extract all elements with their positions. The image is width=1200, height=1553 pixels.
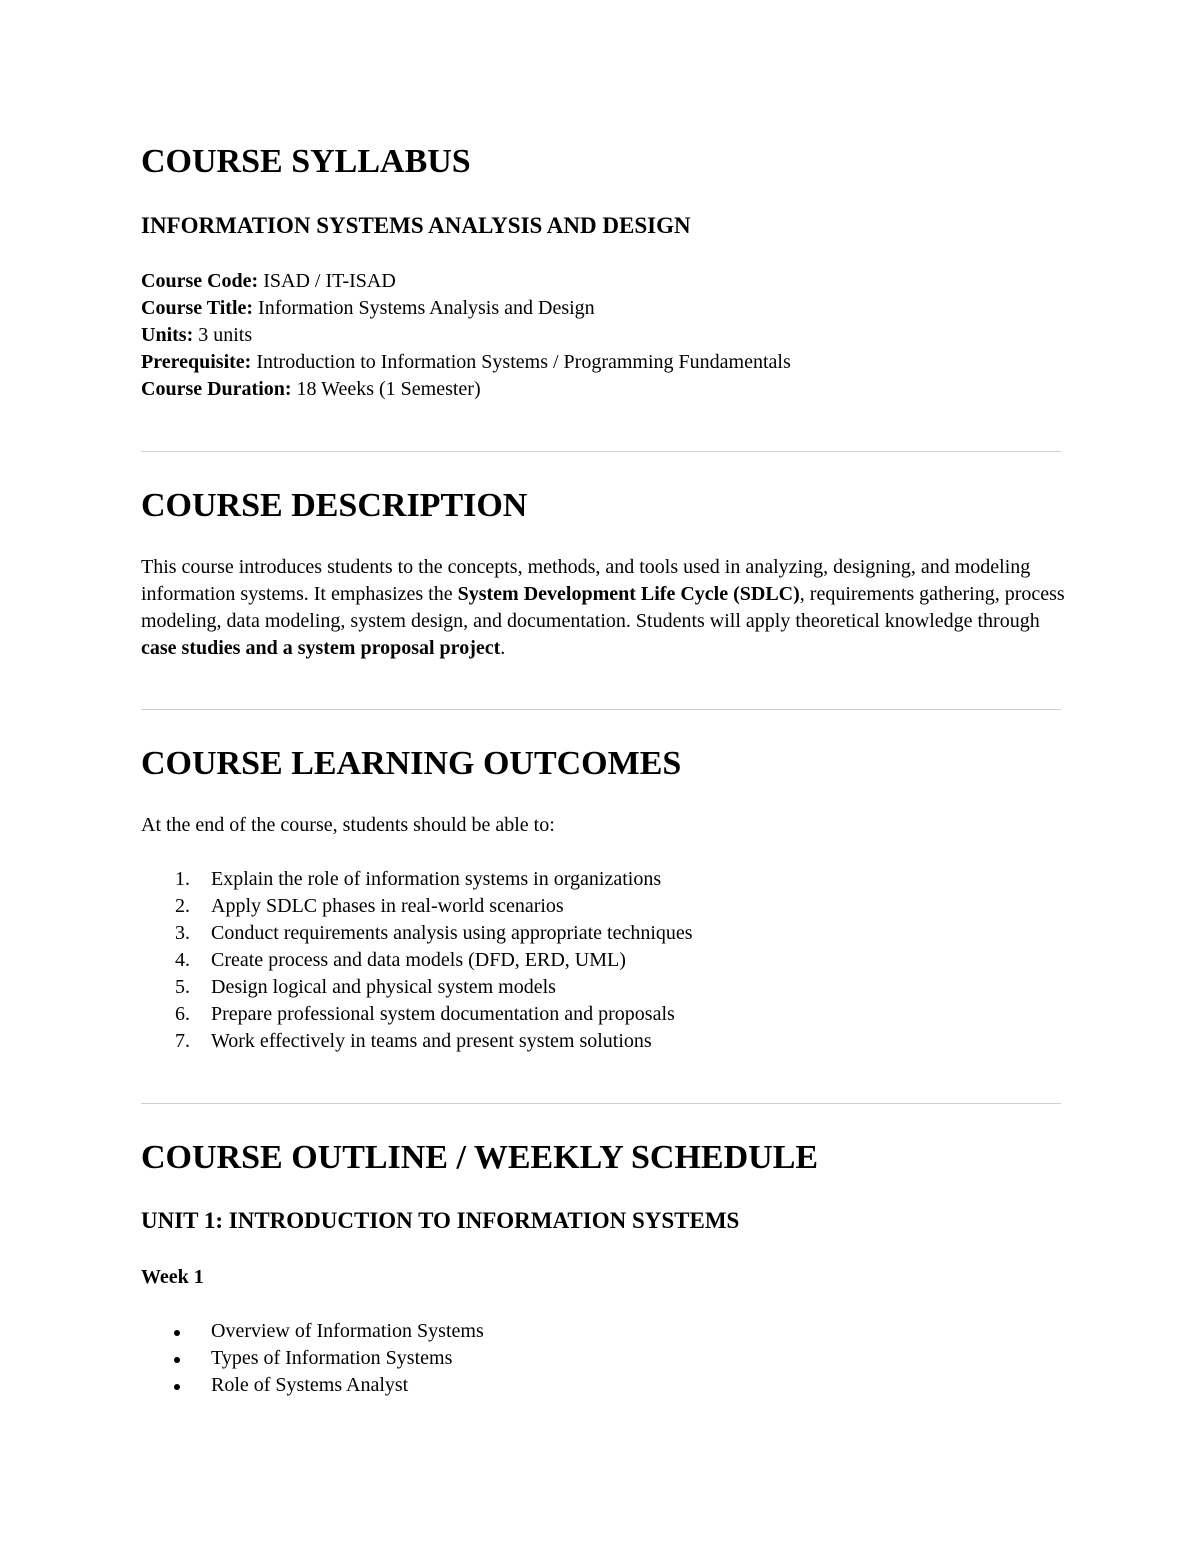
list-item-number: 2.	[175, 895, 190, 917]
list-item	[141, 1372, 484, 1399]
document-title: COURSE SYLLABUS	[141, 143, 471, 180]
course-duration-row	[141, 376, 791, 403]
section-divider	[141, 451, 1061, 452]
section-divider	[141, 1103, 1061, 1104]
outcomes-heading: COURSE LEARNING OUTCOMES	[141, 745, 682, 782]
list-item-text: Apply SDLC phases in real-world scenarios	[211, 895, 564, 917]
outcomes-list	[141, 866, 693, 1055]
description-text-2: , requirements gathering, process modeling, data modeling, system design, and documentation. Students will apply theoretical knowledge through	[141, 583, 1065, 632]
list-item	[141, 974, 693, 1001]
units-label: Units:	[141, 324, 194, 346]
course-info-list	[141, 268, 791, 403]
bullet-icon	[174, 1357, 180, 1363]
list-item	[141, 893, 693, 920]
prerequisite-label: Prerequisite:	[141, 351, 252, 373]
list-item-text: Overview of Information Systems	[211, 1320, 484, 1342]
course-title-label: Course Title:	[141, 297, 254, 319]
outline-heading: COURSE OUTLINE / WEEKLY SCHEDULE	[141, 1139, 819, 1176]
list-item-number: 5.	[175, 976, 190, 998]
list-item-text: Role of Systems Analyst	[211, 1374, 409, 1396]
list-item-text: Conduct requirements analysis using appropriate techniques	[211, 922, 693, 944]
course-code-value: ISAD / IT-ISAD	[263, 270, 396, 292]
prerequisite-value: Introduction to Information Systems / Programming Fundamentals	[256, 351, 791, 373]
description-text-3: .	[500, 637, 506, 659]
section-divider	[141, 709, 1061, 710]
description-bold-project: case studies and a system proposal project	[141, 637, 501, 659]
course-duration-value: 18 Weeks (1 Semester)	[296, 378, 481, 400]
list-item-text: Explain the role of information systems in organizations	[211, 868, 662, 890]
list-item	[141, 866, 693, 893]
course-duration-label: Course Duration:	[141, 378, 292, 400]
list-item-text: Work effectively in teams and present system solutions	[211, 1030, 652, 1052]
list-item-text: Types of Information Systems	[211, 1347, 453, 1369]
week-topics-list	[141, 1318, 484, 1399]
units-value: 3 units	[198, 324, 253, 346]
list-item	[141, 1028, 693, 1055]
unit-heading: UNIT 1: INTRODUCTION TO INFORMATION SYSTEMS	[141, 1208, 740, 1233]
course-code-label: Course Code:	[141, 270, 259, 292]
list-item-number: 1.	[175, 868, 190, 890]
list-item	[141, 920, 693, 947]
list-item	[141, 1001, 693, 1028]
list-item	[141, 1345, 484, 1372]
week-heading: Week 1	[141, 1266, 204, 1288]
list-item-number: 7.	[175, 1030, 190, 1052]
list-item-number: 4.	[175, 949, 190, 971]
list-item	[141, 947, 693, 974]
course-title-row	[141, 295, 791, 322]
bullet-icon	[174, 1384, 180, 1390]
description-heading: COURSE DESCRIPTION	[141, 487, 528, 524]
list-item-text: Design logical and physical system models	[211, 976, 556, 998]
prerequisite-row	[141, 349, 791, 376]
list-item	[141, 1318, 484, 1345]
description-text-1: This course introduces students to the concepts, methods, and tools used in analyzing, designing, and modeling information systems. It emphasizes the	[141, 556, 1031, 605]
description-bold-sdlc: System Development Life Cycle (SDLC)	[457, 583, 800, 605]
description-paragraph	[141, 554, 1071, 662]
course-code-row	[141, 268, 791, 295]
list-item-text: Prepare professional system documentation and proposals	[211, 1003, 675, 1025]
course-title-value: Information Systems Analysis and Design	[258, 297, 595, 319]
units-row	[141, 322, 791, 349]
course-subtitle: INFORMATION SYSTEMS ANALYSIS AND DESIGN	[141, 213, 691, 238]
bullet-icon	[174, 1330, 180, 1336]
outcomes-intro: At the end of the course, students should be able to:	[141, 814, 555, 836]
list-item-number: 3.	[175, 922, 190, 944]
list-item-number: 6.	[175, 1003, 190, 1025]
list-item-text: Create process and data models (DFD, ERD, UML)	[211, 949, 626, 971]
